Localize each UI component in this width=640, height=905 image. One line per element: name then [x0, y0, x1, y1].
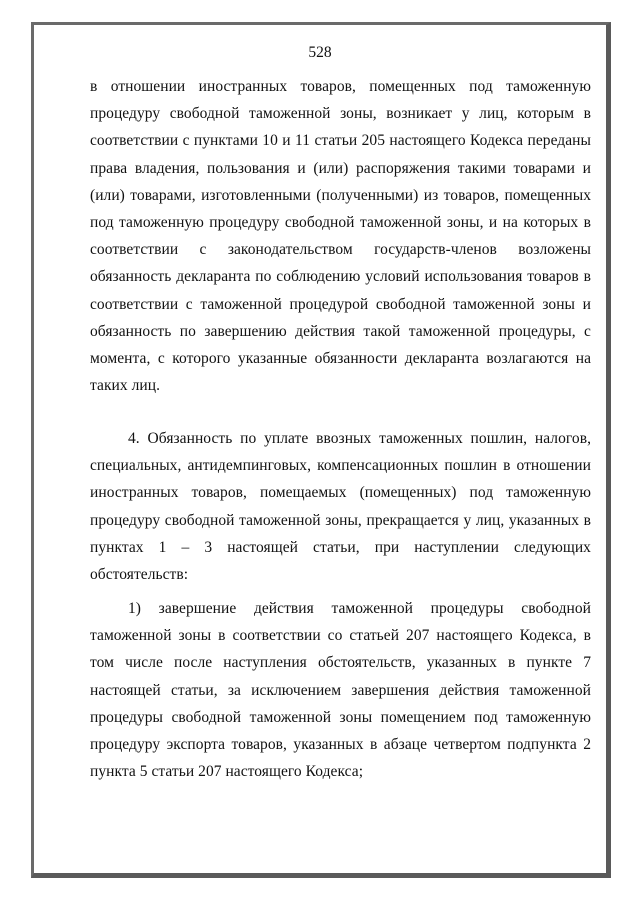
document-page	[31, 22, 611, 878]
paragraph-text: в отношении иностранных товаров, помещенных под таможенную процедуру свободной таможенной зоны, возникает у лиц, которым в соответствии с пунктами 10 и 11 статьи 205 настоящего Кодекса переданы права владения, пользования и (или) распоряжения такими товарами и (или) товарами, изготовленными (полученными) из товаров, помещенных под таможенную процедуру свободной таможенной зоны, и на которых в соответствии с законодательством государств-членов возложены обязанность декларанта по соблюдению условий использования товаров в соответствии с таможенной процедурой свободной таможенной зоны и обязанность по завершению действия такой таможенной процедуры, с момента, с которого указанные обязанности декларанта возлагаются на таких лиц.	[90, 78, 591, 395]
paragraph-continuation	[90, 73, 591, 399]
paragraph-text: 1) завершение действия таможенной процедуры свободной таможенной зоны в соответствии со статьей 207 настоящего Кодекса, в том числе после наступления обстоятельств, указанных в пункте 7 настоящей статьи, за исключением завершения действия таможенной процедуры свободной таможенной зоны помещением под таможенную процедуру экспорта товаров, указанных в абзаце четвертом подпункта 2 пункта 5 статьи 207 настоящего Кодекса;	[90, 600, 591, 781]
paragraph-item-4	[90, 425, 591, 588]
paragraph-text: 4. Обязанность по уплате ввозных таможенных пошлин, налогов, специальных, антидемпинговых, компенсационных пошлин в отношении иностранных товаров, помещаемых (помещенных) под таможенную процедуру свободной таможенной зоны, прекращается у лиц, указанных в пунктах 1 – 3 настоящей статьи, при наступлении следующих обстоятельств:	[90, 430, 591, 584]
page-number: 528	[308, 44, 332, 61]
subparagraph-item-1	[90, 595, 591, 785]
